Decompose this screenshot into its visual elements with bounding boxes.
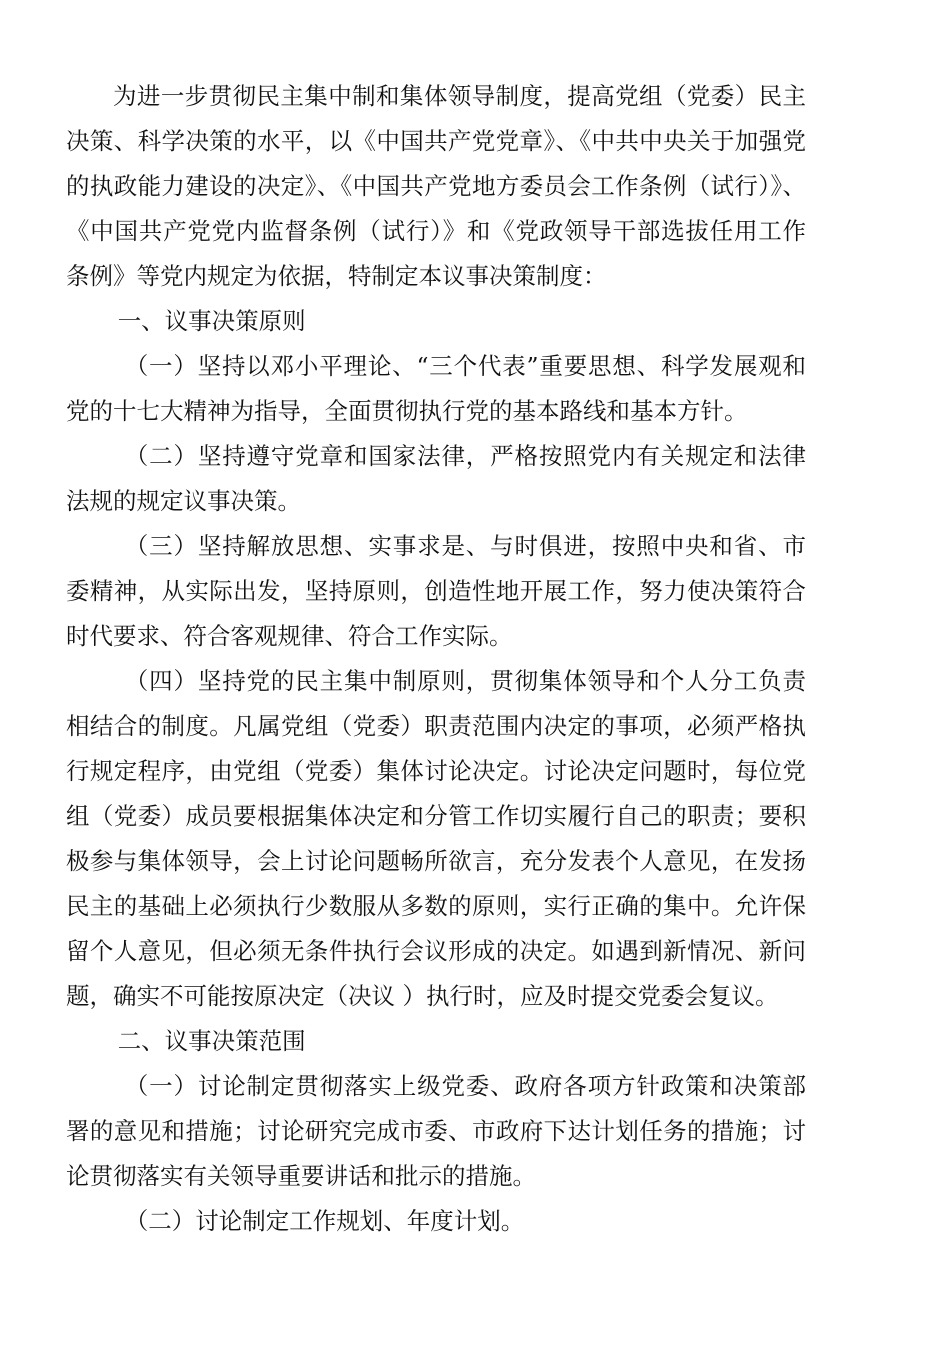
section-heading-scope: 二、议事决策范围 xyxy=(117,1027,306,1055)
document-body xyxy=(66,74,806,1244)
intro-paragraph: 为进一步贯彻民主集中制和集体领导制度，提高党组（党委）民主决策、科学决策的水平，以《中国共产党党章》、《中共中央关于加强党的执政能力建设的决定》、《中国共产党地方委员会工作条例（试行）》、《中国共产党党内监督条例（试行）》和《党政领导干部选拔任用工作条例》等党内规定为依据，特制定本议事决策制度： xyxy=(66,82,806,290)
scope-item-2: （二）讨论制定工作规划、年度计划。 xyxy=(124,1207,525,1235)
scope-item-1: （一）讨论制定贯彻落实上级党委、政府各项方针政策和决策部署的意见和措施；讨论研究完成市委、市政府下达计划任务的措施；讨论贯彻落实有关领导重要讲话和批示的措施。 xyxy=(66,1072,806,1190)
principle-item-4: （四）坚持党的民主集中制原则，贯彻集体领导和个人分工负责相结合的制度。凡属党组（党委）职责范围内决定的事项，必须严格执行规定程序，由党组（党委）集体讨论决定。讨论决定问题时，每位党组（党委）成员要根据集体决定和分管工作切实履行自己的职责；要积极参与集体领导，会上讨论问题畅所欲言，充分发表个人意见，在发扬民主的基础上必须执行少数服从多数的原则，实行正确的集中。允许保留个人意见，但必须无条件执行会议形成的决定。如遇到新情况、新问题，确实不可能按原决定（决议 ）执行时，应及时提交党委会复议。 xyxy=(66,667,806,1010)
principle-item-1: （一）坚持以邓小平理论、“三个代表”重要思想、科学发展观和党的十七大精神为指导，全面贯彻执行党的基本路线和基本方针。 xyxy=(66,352,806,425)
principle-item-2: （二）坚持遵守党章和国家法律，严格按照党内有关规定和法律法规的规定议事决策。 xyxy=(66,442,806,515)
section-heading-principles: 一、议事决策原则 xyxy=(117,307,306,335)
principle-item-3: （三）坚持解放思想、实事求是、与时俱进，按照中央和省、市委精神，从实际出发，坚持原则，创造性地开展工作，努力使决策符合时代要求、符合客观规律、符合工作实际。 xyxy=(66,532,806,650)
